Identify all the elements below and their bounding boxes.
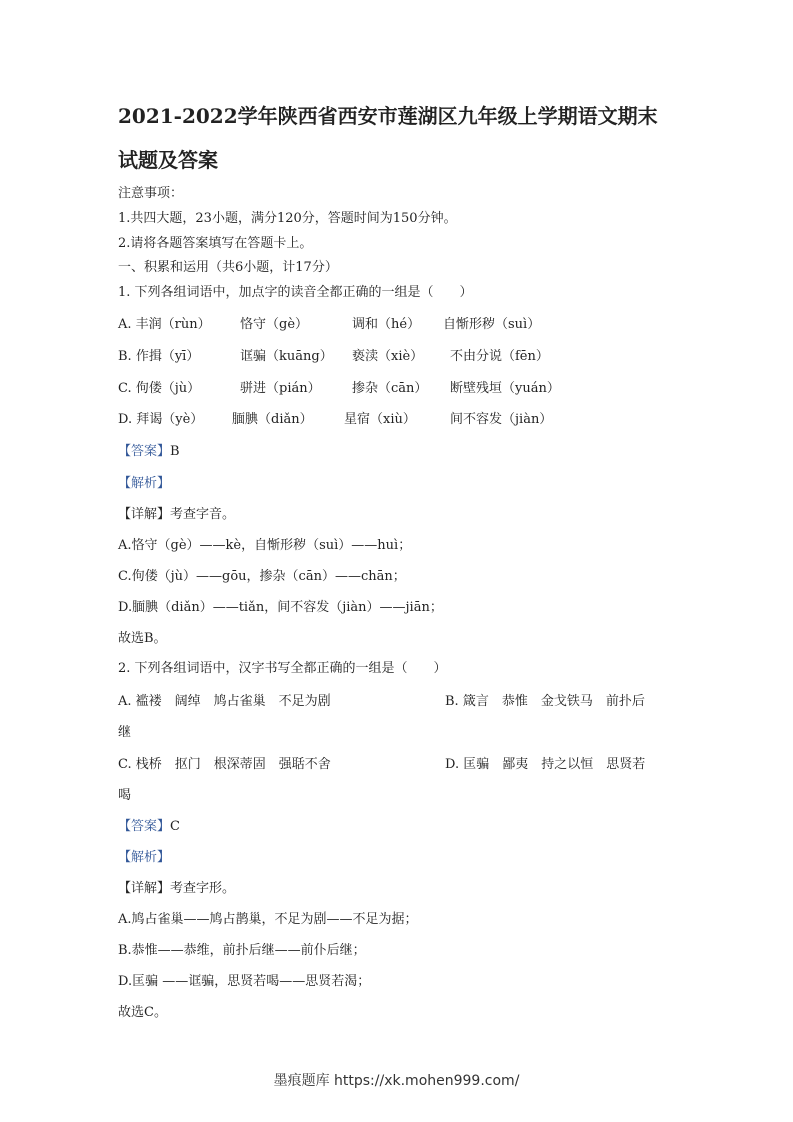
q2-answer xyxy=(118,818,180,836)
q1-option-d-1: D. 拜谒（yè） xyxy=(118,412,204,427)
note-2: 2.请将各题答案填写在答题卡上。 xyxy=(118,236,313,251)
q1-option-a-1: A. 丰润（rùn） xyxy=(118,317,211,332)
question-2-stem: 2. 下列各组词语中，汉字书写全都正确的一组是（ ） xyxy=(118,661,447,676)
q1-option-a-4: 自惭形秽（suì） xyxy=(443,317,541,332)
q2-explanation-3: D.匡骗 ——诓骗，思贤若喝——思贤若渴； xyxy=(118,974,371,989)
q1-option-c-4: 断壁残垣（yuán） xyxy=(450,381,560,396)
document-title-line1: 2021-2022学年陕西省西安市莲湖区九年级上学期语文期末 xyxy=(118,104,658,128)
q1-option-a-3: 调和（hé） xyxy=(352,317,421,332)
q1-option-d-4: 间不容发（jiàn） xyxy=(450,412,553,427)
document-title-line2: 试题及答案 xyxy=(118,148,218,172)
answer-value: B xyxy=(170,444,180,459)
detail-tag: 【详解】 xyxy=(118,507,171,522)
q2-option-c: C. 栈桥 抠门 根深蒂固 强聒不舍 xyxy=(118,757,331,772)
footer-watermark: 墨痕题库 https://xk.mohen999.com/ xyxy=(273,1073,520,1089)
q1-option-b-4: 不由分说（fēn） xyxy=(450,349,549,364)
q2-option-b: B. 箴言 恭惟 金戈铁马 前扑后 xyxy=(445,694,645,709)
note-1: 1.共四大题，23小题，满分120分，答题时间为150分钟。 xyxy=(118,211,457,226)
q1-option-b-3: 亵渎（xiè） xyxy=(352,349,424,364)
q1-option-c-2: 骈进（pián） xyxy=(240,381,321,396)
q1-option-b-1: B. 作揖（yī） xyxy=(118,349,200,364)
q2-option-d-continued: 喝 xyxy=(118,788,132,803)
q2-explanation-1: A.鸠占雀巢——鸠占鹊巢，不足为剧——不足为据； xyxy=(118,912,418,927)
q1-analysis-tag: 【解析】 xyxy=(118,476,171,491)
q2-option-d: D. 匡骗 鄙夷 持之以恒 思贤若 xyxy=(445,757,646,772)
q1-option-c-1: C. 佝偻（jù） xyxy=(118,381,201,396)
section-heading: 一、积累和运用（共6小题，计17分） xyxy=(118,260,338,275)
detail-text: 考查字音。 xyxy=(170,507,236,522)
answer-value: C xyxy=(170,819,180,834)
answer-tag: 【答案】 xyxy=(118,819,171,834)
q2-conclusion: 故选C。 xyxy=(118,1005,167,1020)
q2-analysis-tag: 【解析】 xyxy=(118,850,171,865)
q1-option-d-3: 星宿（xiù） xyxy=(344,412,416,427)
detail-text: 考查字形。 xyxy=(170,881,236,896)
question-1-stem: 1. 下列各组词语中，加点字的读音全都正确的一组是（ ） xyxy=(118,285,473,300)
q2-explanation-2: B.恭惟——恭维，前扑后继——前仆后继； xyxy=(118,943,366,958)
q2-option-a: A. 褴褛 阔绰 鸠占雀巢 不足为剧 xyxy=(118,694,331,709)
q2-detail xyxy=(118,880,235,898)
q1-explanation-3: D.腼腆（diǎn）——tiǎn，间不容发（jiàn）——jiān； xyxy=(118,600,443,615)
answer-tag: 【答案】 xyxy=(118,444,171,459)
q1-explanation-1: A.恪守（gè）——kè，自惭形秽（suì）——huì； xyxy=(118,538,412,553)
notes-heading: 注意事项： xyxy=(118,186,184,201)
q1-explanation-2: C.佝偻（jù）——gōu，掺杂（cān）——chān； xyxy=(118,569,406,584)
q1-conclusion: 故选B。 xyxy=(118,631,167,646)
q1-option-a-2: 恪守（gè） xyxy=(240,317,309,332)
detail-tag: 【详解】 xyxy=(118,881,171,896)
q1-answer xyxy=(118,443,180,461)
q1-detail xyxy=(118,506,235,524)
q1-option-b-2: 诓骗（kuāng） xyxy=(240,349,333,364)
q1-option-c-3: 掺杂（cān） xyxy=(352,381,428,396)
q2-option-b-continued: 继 xyxy=(118,725,132,740)
q1-option-d-2: 腼腆（diǎn） xyxy=(232,412,313,427)
